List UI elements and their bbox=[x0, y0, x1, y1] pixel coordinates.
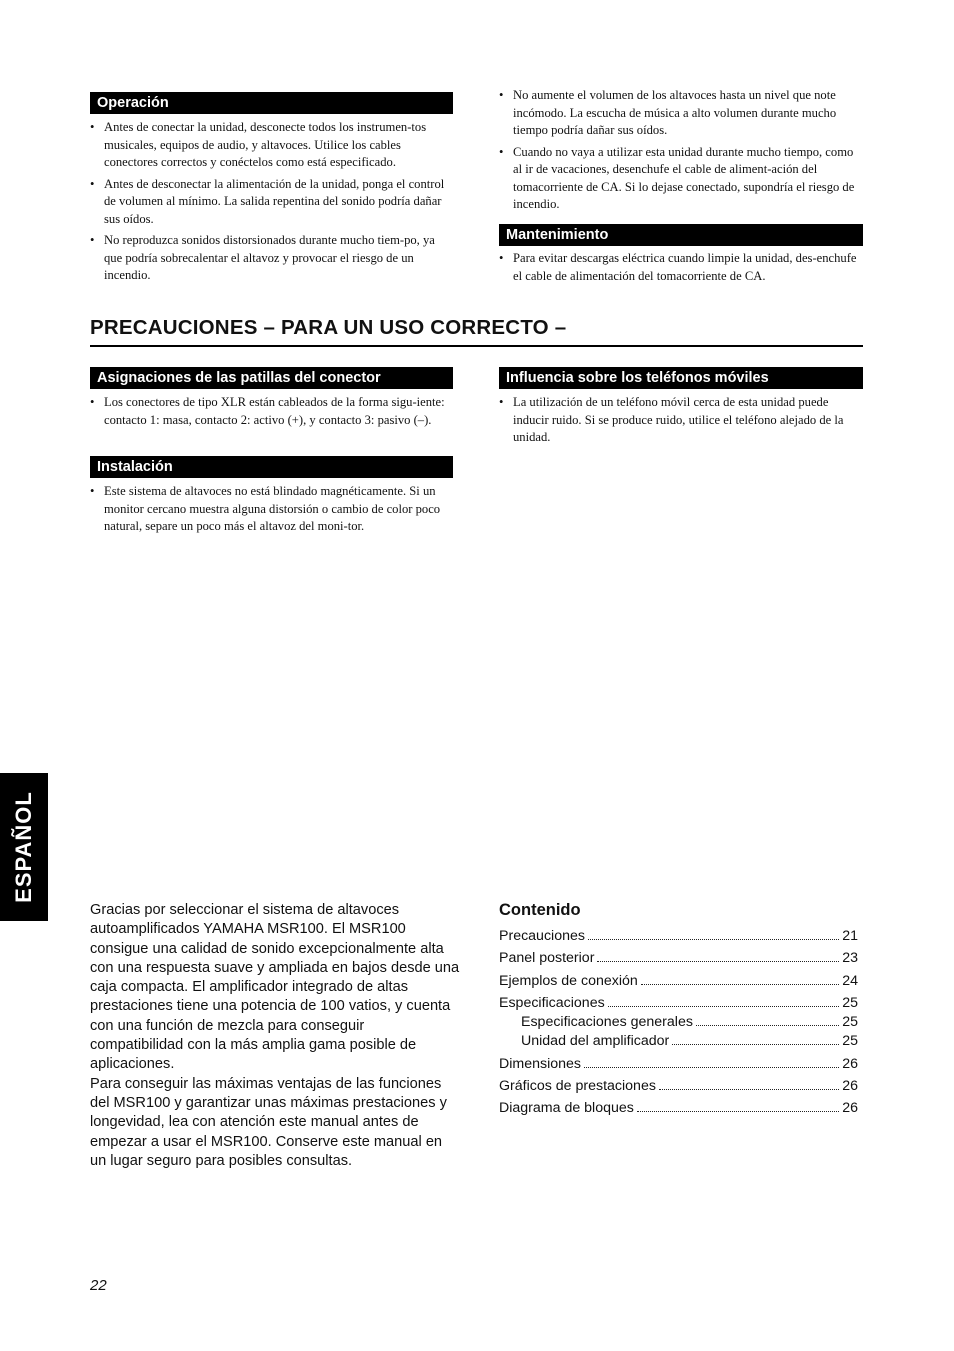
toc-label: Dimensiones bbox=[499, 1055, 582, 1072]
instalacion-list bbox=[90, 483, 456, 540]
list-item: • Cuando no vaya a utilizar esta unidad durante mucho tiempo, como al ir de vacaciones, desenchufe el cable de aliment-ación del tomacorriente de CA. Si lo dejase conectado, supondría el riesgo de incendio. bbox=[499, 144, 865, 214]
toc-page: 23 bbox=[842, 950, 858, 967]
list-item: • Para evitar descargas eléctrica cuando limpie la unidad, des-enchufe el cable de alimentación del tomacorriente de CA. bbox=[499, 250, 865, 285]
toc-row[interactable] bbox=[499, 1099, 858, 1121]
toc-row[interactable] bbox=[499, 994, 858, 1013]
toc-row[interactable] bbox=[499, 972, 858, 994]
toc-row[interactable] bbox=[499, 1013, 858, 1032]
toc-row[interactable] bbox=[499, 1032, 858, 1054]
list-item: • Los conectores de tipo XLR están cableados de la forma sigu-iente: contacto 1: masa, contacto 2: activo (+), y contacto 3: pasivo (–). bbox=[90, 394, 456, 429]
operacion-list bbox=[90, 119, 456, 289]
intro-text bbox=[90, 901, 460, 1171]
toc-label: Unidad del amplificador bbox=[521, 1033, 670, 1050]
mantenimiento-heading: Mantenimiento bbox=[499, 224, 863, 246]
side-tab-label: ESPAÑOL bbox=[11, 791, 36, 903]
list-item: • Este sistema de altavoces no está blindado magnéticamente. Si un monitor cercano muestra alguna distorsión o cambio de color poco natural, separe un poco más el altavoz del moni-tor. bbox=[90, 483, 456, 536]
toc-page: 25 bbox=[842, 1033, 858, 1050]
table-of-contents bbox=[499, 927, 858, 1122]
list-item: • No aumente el volumen de los altavoces hasta un nivel que note incómodo. La escucha de música a alto volumen durante mucho tiempo podría dañar sus oídos. bbox=[499, 87, 865, 140]
toc-page: 21 bbox=[842, 928, 858, 944]
toc-label: Panel posterior bbox=[499, 950, 595, 967]
list-item: • Antes de desconectar la alimentación de la unidad, ponga el control de volumen al mínimo. La salida repentina del sonido podría dañar sus oídos. bbox=[90, 176, 456, 229]
toc-label: Especificaciones bbox=[499, 994, 605, 1011]
top-right-list bbox=[499, 87, 865, 218]
toc-label: Ejemplos de conexión bbox=[499, 972, 638, 989]
toc-page: 26 bbox=[842, 1100, 858, 1117]
list-item: • La utilización de un teléfono móvil cerca de esta unidad puede inducir ruido. Si se produce ruido, utilice el teléfono alejado de la unidad. bbox=[499, 394, 865, 447]
mantenimiento-list bbox=[499, 250, 865, 289]
toc-row[interactable] bbox=[499, 949, 858, 971]
instalacion-heading: Instalación bbox=[90, 456, 453, 478]
list-item: • No reproduzca sonidos distorsionados durante mucho tiem-po, ya que podría sobrecalentar el altavoz y provocar el riesgo de un incendio. bbox=[90, 232, 456, 285]
asignaciones-heading: Asignaciones de las patillas del conector bbox=[90, 367, 453, 389]
page-number: 22 bbox=[90, 1277, 107, 1294]
toc-page: 24 bbox=[842, 972, 858, 989]
influencia-list bbox=[499, 394, 865, 451]
page-title: PRECAUCIONES – PARA UN USO CORRECTO – bbox=[90, 316, 567, 339]
toc-row[interactable] bbox=[499, 927, 858, 949]
title-rule bbox=[90, 345, 863, 347]
language-side-tab bbox=[0, 773, 48, 921]
list-item: • Antes de conectar la unidad, desconecte todos los instrumen-tos musicales, equipos de audio, y altavoces. Utilice los cables conectores correctos y conéctelos como está especificado. bbox=[90, 119, 456, 172]
toc-row[interactable] bbox=[499, 1055, 858, 1077]
toc-label: Precauciones bbox=[499, 928, 585, 944]
operacion-heading: Operación bbox=[90, 92, 453, 114]
asignaciones-list bbox=[90, 394, 456, 433]
intro-paragraph: Gracias por seleccionar el sistema de altavoces autoamplificados YAMAHA MSR100. El MSR100 consigue una calidad de sonido excepcionalmente alta con una respuesta suave y ampliada en bajos desde una caja compacta. El amplificador integrado de altas prestaciones tiene una potencia de 100 vatios, y cuenta con una función de mezcla para conseguir compatibilidad con la más amplia gama posible de aplicaciones. bbox=[90, 902, 460, 1073]
toc-label: Especificaciones generales bbox=[521, 1014, 693, 1031]
toc-title: Contenido bbox=[499, 901, 581, 919]
toc-page: 25 bbox=[842, 1014, 858, 1031]
toc-page: 25 bbox=[842, 994, 858, 1011]
toc-label: Gráficos de prestaciones bbox=[499, 1078, 656, 1095]
toc-row[interactable] bbox=[499, 1077, 858, 1099]
toc-page: 26 bbox=[842, 1055, 858, 1072]
influencia-heading: Influencia sobre los teléfonos móviles bbox=[499, 367, 863, 389]
intro-paragraph: Para conseguir las máximas ventajas de las funciones del MSR100 y garantizar unas máximas prestaciones y longevidad, lea con atención este manual antes de empezar a usar el MSR100. Conserve este manual en un lugar seguro para posibles consultas. bbox=[90, 1075, 447, 1169]
toc-label: Diagrama de bloques bbox=[499, 1100, 634, 1117]
toc-page: 26 bbox=[842, 1078, 858, 1095]
